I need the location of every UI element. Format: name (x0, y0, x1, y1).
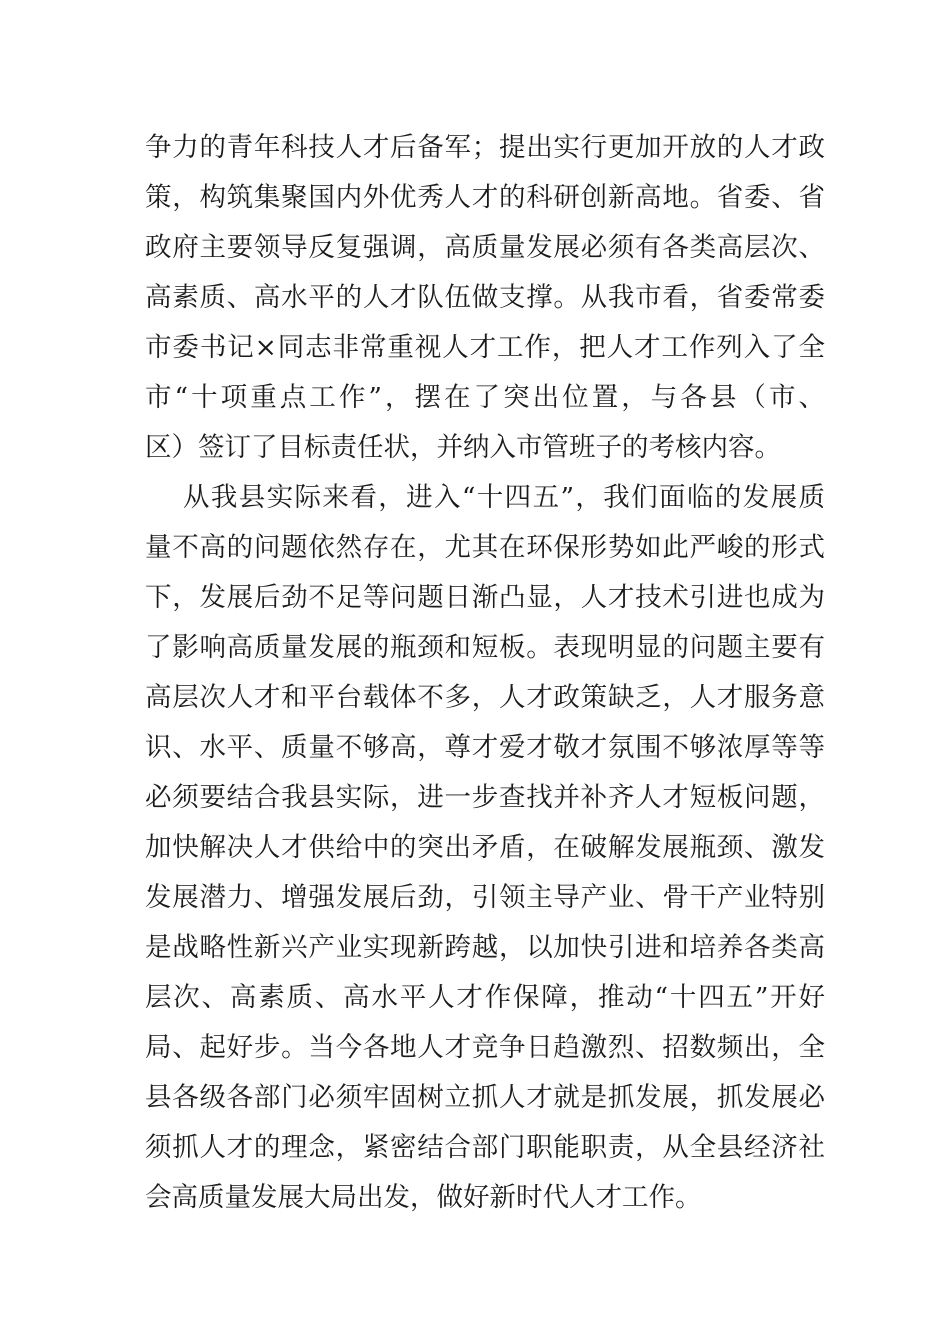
paragraph-2-line-11: 层次、高素质、高水平人才作保障，推动“十四五”开好 (145, 982, 825, 1013)
paragraph-2-line-9: 发展潜力、增强发展后劲，引领主导产业、骨干产业特别 (145, 882, 825, 913)
paragraph-2-line-5: 高层次人才和平台载体不多，人才政策缺乏，人才服务意 (145, 682, 825, 713)
paragraph-2-line-12: 局、起好步。当今各地人才竞争日趋激烈、招数频出，全 (145, 1032, 825, 1063)
paragraph-1-line-3: 政府主要领导反复强调，高质量发展必须有各类高层次、 (145, 232, 825, 263)
paragraph-1-line-5: 市委书记×同志非常重视人才工作，把人才工作列入了全 (145, 332, 825, 363)
paragraph-2-line-4: 了影响高质量发展的瓶颈和短板。表现明显的问题主要有 (145, 632, 825, 663)
paragraph-2-line-2: 量不高的问题依然存在，尤其在环保形势如此严峻的形式 (145, 532, 825, 563)
paragraph-2-line-13: 县各级各部门必须牢固树立抓人才就是抓发展，抓发展必 (145, 1082, 825, 1113)
paragraph-2-line-6: 识、水平、质量不够高，尊才爱才敬才氛围不够浓厚等等 (145, 732, 825, 763)
paragraph-2-line-10: 是战略性新兴产业实现新跨越，以加快引进和培养各类高 (145, 932, 825, 963)
paragraph-2-line-3: 下，发展后劲不足等问题日渐凸显，人才技术引进也成为 (145, 582, 825, 613)
paragraph-1-line-6: 市“十项重点工作”，摆在了突出位置，与各县（市、 (145, 382, 825, 413)
paragraph-2-line-1: 从我县实际来看，进入“十四五”，我们面临的发展质 (183, 482, 825, 513)
paragraph-1-line-2: 策，构筑集聚国内外优秀人才的科研创新高地。省委、省 (145, 182, 825, 213)
paragraph-1-line-4: 高素质、高水平的人才队伍做支撑。从我市看，省委常委 (145, 282, 825, 313)
paragraph-1-line-1: 争力的青年科技人才后备军；提出实行更加开放的人才政 (145, 132, 825, 163)
paragraph-2-line-7: 必须要结合我县实际，进一步查找并补齐人才短板问题， (145, 782, 825, 813)
paragraph-1-line-7: 区）签订了目标责任状，并纳入市管班子的考核内容。 (145, 432, 781, 463)
paragraph-2-line-15: 会高质量发展大局出发，做好新时代人才工作。 (145, 1182, 702, 1213)
paragraph-2-line-8: 加快解决人才供给中的突出矛盾，在破解发展瓶颈、激发 (145, 832, 825, 863)
paragraph-2-line-14: 须抓人才的理念，紧密结合部门职能职责，从全县经济社 (145, 1132, 825, 1163)
